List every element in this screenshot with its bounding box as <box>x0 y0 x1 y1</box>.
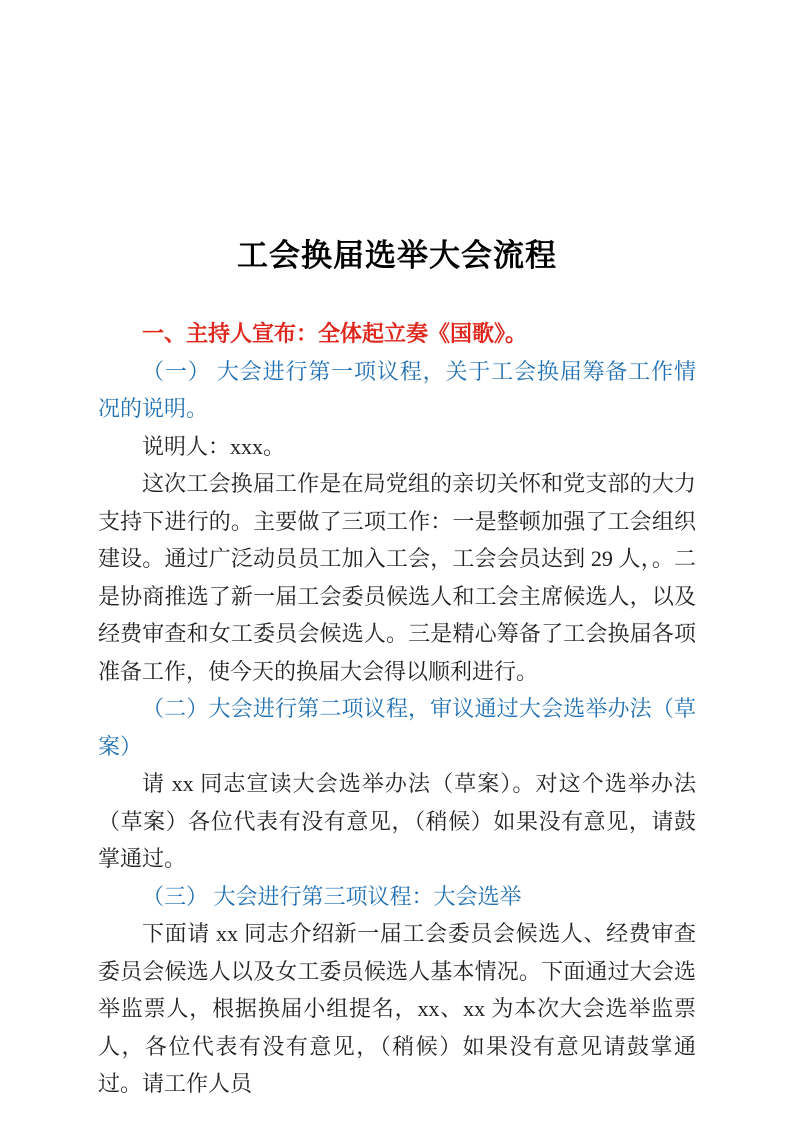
heading-agenda-item-1: （一） 大会进行第一项议程，关于工会换届筹备工作情况的说明。 <box>98 358 696 421</box>
heading-agenda-item-2: （二）大会进行第二项议程，审议通过大会选举办法（草案） <box>98 696 696 759</box>
paragraph-speaker: 说明人：xxx。 <box>142 433 286 459</box>
heading-agenda-announcement: 一、主持人宣布：全体起立奏《国歌》。 <box>142 321 528 346</box>
heading-agenda-item-3: （三） 大会进行第三项议程：大会选举 <box>142 883 522 909</box>
paragraph-election-process: 下面请 xx 同志介绍新一届工会委员会候选人、经费审查委员会候选人以及女工委员候选人基本情况。下面通过大会选举监票人，根据换届小组提名，xx、xx 为本次大会选举监票人，各位代表有没有意见，（稍候）如果没有意见请鼓掌通过。请工作人员 <box>98 921 696 1096</box>
paragraph-election-method: 请 xx 同志宣读大会选举办法（草案）。对这个选举办法（草案）各位代表有没有意见，（稍候）如果没有意见，请鼓掌通过。 <box>98 771 696 871</box>
document-title: 工会换届选举大会流程 <box>237 238 557 273</box>
paragraph-preparation-summary: 这次工会换届工作是在局党组的亲切关怀和党支部的大力支持下进行的。主要做了三项工作：一是整顿加强了工会组织建设。通过广泛动员员工加入工会，工会会员达到 29 人，。二是协商推选了新一届工会委员候选人和工会主席候选人，以及经费审查和女工委员会候选人。三是精心筹备了工会换届各项准备工作，使今天的换届大会得以顺利进行。 <box>98 471 696 684</box>
document-content <box>98 228 696 1103</box>
